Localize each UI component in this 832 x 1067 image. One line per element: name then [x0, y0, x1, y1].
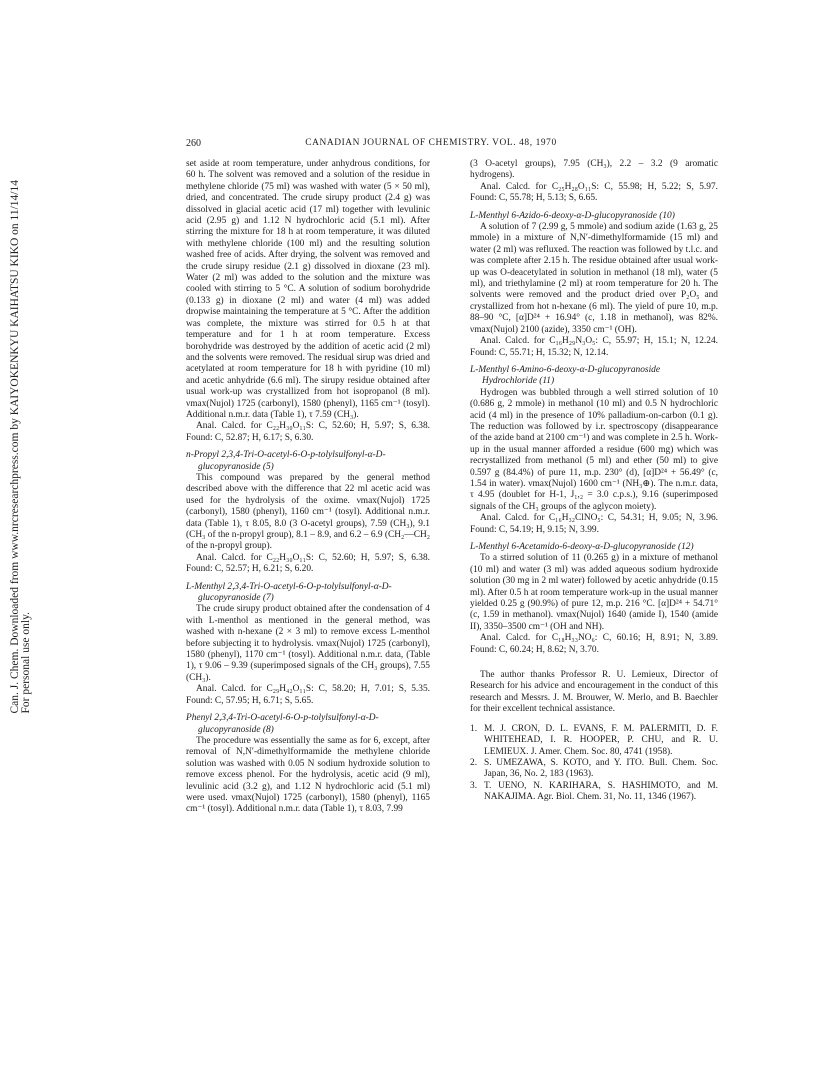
- analysis-paragraph: Anal. Calcd. for C₂₅H₂₈O₁₁S: C, 55.98; H, 5.22; S, 5.97. Found: C, 55.78; H, 5.13; S, 6.65.: [470, 181, 718, 204]
- section-heading: [470, 542, 718, 553]
- watermark-line-1: Can. J. Chem. Downloaded from www.nrcresearchpress.com by KAIYOKENKYU KAIHATSU KIKO on 11/14/14: [9, 180, 21, 714]
- analysis-paragraph: Anal. Calcd. for C₁₈H₃₃NO₆: C, 60.16; H, 8.91; N, 3.89. Found: C, 60.24; H, 8.62; N, 3.70.: [470, 633, 718, 655]
- analysis-paragraph: Anal. Calcd. for C₂₂H₃₀O₁₁S: C, 52.60; H, 5.97; S, 6.38. Found: C, 52.57; H, 6.21; S, 6.20.: [186, 552, 430, 575]
- running-title: CANADIAN JOURNAL OF CHEMISTRY. VOL. 48, 1970: [305, 138, 557, 148]
- heading-line: L-Menthyl 6-Azido-6-deoxy-α-D-glucopyranoside (10): [470, 210, 675, 221]
- paragraph: A solution of 7 (2.99 g, 5 mmole) and sodium azide (1.63 g, 25 mmole) in a mixture of N,N′-dimethylformamide (15 ml) and water (2 ml) was refluxed. The reaction was followed by t.l.c. and was complete after 2.15 h. The residue obtained after usual work-up was O-deacetylated in solution in methanol (18 ml), water (5 ml), and triethylamine (2 ml) at room temperature for 20 h. The solvents were removed and the product dried over P₂O₅ and crystallized from hot n-hexane (6 ml). The yield of pure 10, m.p. 88–90 °C, [α]D²⁴ + 16.94° (c, 1.18 in methanol), was 82%. νmax(Nujol) 2100 (azide), 3350 cm⁻¹ (OH).: [470, 222, 718, 335]
- heading-line: L-Menthyl 2,3,4-Tri-O-acetyl-6-O-p-tolylsulfonyl-α-D-: [186, 581, 392, 592]
- watermark-line-2: For personal use only.: [20, 612, 32, 714]
- analysis-paragraph: Anal. Calcd. for C₁₆H₃₂ClNO₅: C, 54.31; H, 9.05; N, 3.96. Found: C, 54.19; H, 9.15; N, 3.99.: [470, 513, 718, 535]
- reference-text: T. UENO, N. KARIHARA, S. HASHIMOTO, and M. NAKAJIMA. Agr. Biol. Chem. 31, No. 11, 1346 (1967).: [484, 780, 718, 803]
- section-heading: [470, 211, 718, 222]
- heading-line: Phenyl 2,3,4-Tri-O-acetyl-6-O-p-tolylsulfonyl-α-D-: [186, 713, 379, 724]
- paragraph: This compound was prepared by the general method described above with the difference that 22 ml acetic acid was used for the hydrolysis of the oxime. νmax(Nujol) 1725 (carbonyl), 1580 (phenyl), 1160 cm⁻¹ (tosyl). Additional n.m.r. data (Table 1), τ 8.05, 8.0 (3 O-acetyl groups), 7.59 (CH₃), 9.1 (CH₃ of the n-propyl group), 8.1 – 8.9, and 6.2 – 6.9 (CH₂—CH₂ of the n-propyl group).: [186, 472, 430, 552]
- section-heading: [186, 582, 430, 605]
- analysis-paragraph: Anal. Calcd. for C₁₆H₂₉N₃O₅: C, 55.97; H, 15.1; N, 12.24. Found: C, 55.71; H, 15.32; N, 12.14.: [470, 336, 718, 358]
- page-number: 260: [186, 138, 201, 149]
- heading-line: L-Menthyl 6-Acetamido-6-deoxy-α-D-glucopyranoside (12): [470, 542, 694, 552]
- reference-text: M. J. CRON, D. L. EVANS, F. M. PALERMITI, D. F. WHITEHEAD, I. R. HOOPER, P. CHU, and R. U. LEMIEUX. J. Amer. Chem. Soc. 80, 4741 (1958).: [484, 723, 718, 757]
- heading-line: glucopyranoside (8): [198, 724, 274, 735]
- right-column: [470, 159, 718, 804]
- heading-line: L-Menthyl 6-Amino-6-deoxy-α-D-glucopyranoside: [470, 364, 661, 375]
- analysis-paragraph: Anal. Calcd. for C₂₉H₄₂O₁₁S: C, 58.20; H, 7.01; S, 5.35. Found: C, 57.95; H, 6.71; S, 5.65.: [186, 684, 430, 706]
- page-header: [186, 138, 676, 152]
- reference-item: [470, 724, 718, 758]
- section-heading: [470, 365, 718, 388]
- reference-item: [470, 758, 718, 781]
- reference-item: [470, 781, 718, 804]
- reference-text: S. UMEZAWA, S. KOTO, and Y. ITO. Bull. Chem. Soc. Japan, 36, No. 2, 183 (1963).: [484, 757, 718, 780]
- heading-line: glucopyranoside (5): [198, 461, 274, 472]
- heading-line: n-Propyl 2,3,4-Tri-O-acetyl-6-O-p-tolylsulfonyl-α-D-: [186, 450, 386, 461]
- paragraph: The crude sirupy product obtained after the condensation of 4 with L-menthol as mentioned in the general method, was washed with n-hexane (2 × 3 ml) to remove excess L-menthol before subjecting it to hydrolysis. νmax(Nujol) 1725 (carbonyl), 1580 (phenyl), 1170 cm⁻¹ (tosyl). Additional n.m.r. data, (Table 1), τ 9.06 – 9.39 (superimposed signals of the CH₃ groups), 7.55 (CH₃).: [186, 604, 430, 683]
- section-heading: [186, 450, 430, 473]
- reference-number: 2.: [470, 757, 478, 768]
- heading-line: glucopyranoside (7): [198, 593, 274, 604]
- paragraph: To a stirred solution of 11 (0.265 g) in a mixture of methanol (10 ml) and water (3 ml) was added aqueous sodium hydroxide solution (30 mg in 2 ml water) followed by acetic anhydride (0.15 ml). After 0.5 h at room temperature work-up in the usual manner yielded 0.25 g (90.9%) of pure 12, m.p. 216 °C. [α]D²⁴ + 54.71° (c, 1.59 in methanol). νmax(Nujol) 1640 (amide I), 1540 (amide II), 3350–3500 cm⁻¹ (OH and NH).: [470, 553, 718, 632]
- acknowledgement: The author thanks Professor R. U. Lemieux, Director of Research for his advice and encouragement in the conduct of this research and Messrs. J. M. Brouwer, W. Merlo, and B. Baechler for their excellent technical assistance.: [470, 670, 718, 715]
- paragraph: Hydrogen was bubbled through a well stirred solution of 10 (0.686 g, 2 mmole) in methanol (10 ml) and 0.5 N hydrochloric acid (4 ml) in the presence of 10% palladium-on-carbon (0.1 g). The reduction was followed by i.r. spectroscopy (disappearance of the azide band at 2100 cm⁻¹) and was complete in 2.5 h. Work-up in the usual manner afforded a residue (600 mg) which was recrystallized from methanol (5 ml) and ether (50 ml) to give 0.597 g (84.4%) of pure 11, m.p. 230° (d), [α]D²⁴ + 56.49° (c, 1.54 in water). νmax(Nujol) 1600 cm⁻¹ (NH₃⊕). The n.m.r. data, τ 4.95 (doublet for H-1, J₁,₂ = 3.0 c.p.s.), 9.16 (superimposed signals of the CH₃ groups of the aglycon moiety).: [470, 387, 718, 512]
- paragraph: The procedure was essentially the same as for 6, except, after removal of N,N′-dimethylformamide the methylene chloride solution was washed with 0.05 N sodium hydroxide solution to remove excess phenol. For the hydrolysis, acetic acid (9 ml), levulinic acid (3.2 g), and 1.12 N hydrochloric acid (5.1 ml) were used. νmax(Nujol) 1725 (carbonyl), 1580 (phenyl), 1165 cm⁻¹ (tosyl). Additional n.m.r. data (Table 1), τ 8.03, 7.99: [186, 735, 430, 815]
- left-column: [186, 159, 430, 816]
- paragraph: set aside at room temperature, under anhydrous conditions, for 60 h. The solvent was removed and a solution of the residue in methylene chloride (75 ml) was washed with water (5 × 50 ml), dried, and concentrated. The crude sirupy product (2.4 g) was dissolved in glacial acetic acid (17 ml) together with levulinic acid (2.95 g) and 1.12 N hydrochloric acid (5.1 ml). After stirring the mixture for 18 h at room temperature, it was diluted with methylene chloride (100 ml) and the resulting solution washed free of acids. After drying, the solvent was removed and the crude sirupy residue (2.1 g) dissolved in dioxane (23 ml). Water (2 ml) was added to the solution and the mixture was cooled with stirring to 5 °C. A solution of sodium borohydride (0.133 g) in dioxane (2 ml) and water (4 ml) was added dropwise maintaining the temperature at 5 °C. After the addition was complete, the mixture was stirred for 0.5 h at that temperature and for 1 h at room temperature. Excess borohydride was destroyed by the addition of acetic acid (2 ml) and the solvents were removed. The residual sirup was dried and acetylated at room temperature for 18 h with pyridine (10 ml) and acetic anhydride (6.6 ml). The sirupy residue obtained after usual work-up was crystallized from hot isopropanol (8 ml). νmax(Nujol) 1725 (carbonyl), 1580 (phenyl), 1165 cm⁻¹ (tosyl). Additional n.m.r. data (Table 1), τ 7.59 (CH₃).: [186, 159, 430, 420]
- reference-number: 1.: [470, 723, 478, 734]
- reference-number: 3.: [470, 780, 478, 791]
- analysis-paragraph: Anal. Calcd. for C₂₂H₃₀O₁₁S: C, 52.60; H, 5.97; S, 6.38. Found: C, 52.87; H, 6.17; S, 6.30.: [186, 421, 430, 443]
- reference-list: [470, 724, 718, 804]
- download-watermark: [10, 180, 32, 880]
- watermark-text: [10, 180, 32, 713]
- heading-line: Hydrochloride (11): [482, 376, 555, 387]
- section-heading: [186, 713, 430, 736]
- paragraph: (3 O-acetyl groups), 7.95 (CH₃), 2.2 – 3.2 (9 aromatic hydrogens).: [470, 159, 718, 181]
